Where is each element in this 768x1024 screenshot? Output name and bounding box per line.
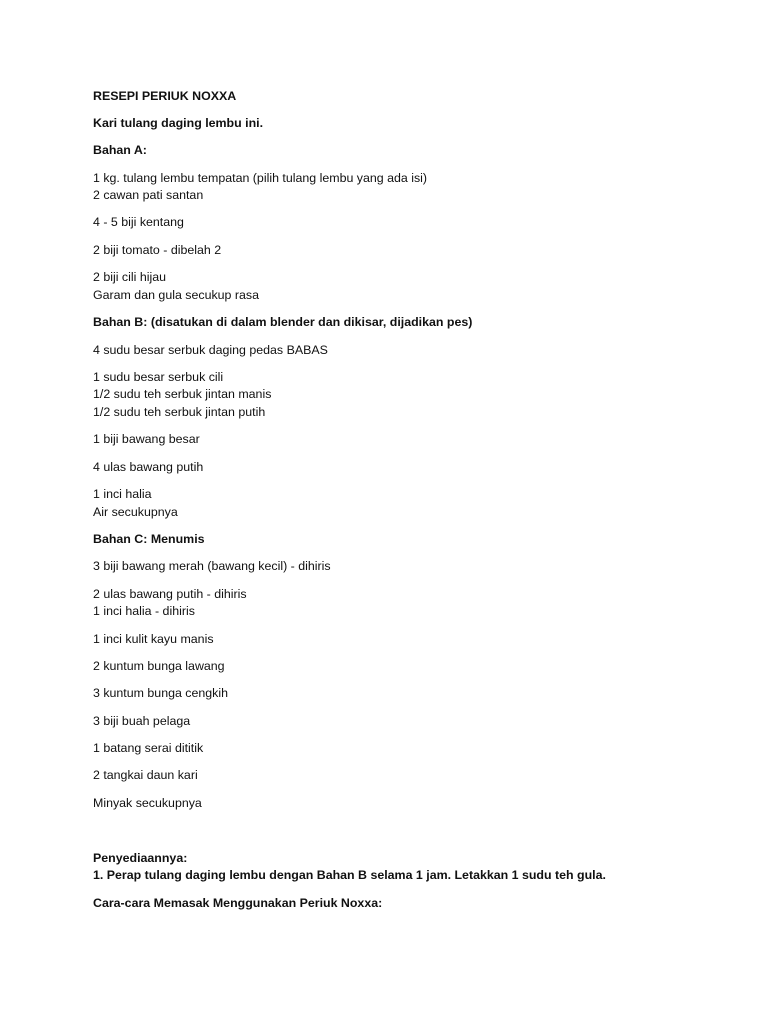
ingredient-line: 3 biji bawang merah (bawang kecil) - dihiris [93, 559, 331, 573]
ingredient-line: 1/2 sudu teh serbuk jintan putih [93, 405, 266, 419]
ingredient-line: 1 kg. tulang lembu tempatan (pilih tulang lembu yang ada isi) [93, 171, 428, 185]
recipe-title: RESEPI PERIUK NOXXA [93, 89, 237, 103]
bahan-b-heading: Bahan B: (disatukan di dalam blender dan dikisar, dijadikan pes) [93, 315, 473, 329]
bahan-a-heading: Bahan A: [93, 143, 147, 157]
bahan-c-heading: Bahan C: Menumis [93, 532, 205, 546]
ingredient-line: 1 biji bawang besar [93, 432, 200, 446]
ingredient-line: 2 cawan pati santan [93, 188, 204, 202]
ingredient-line: 2 tangkai daun kari [93, 768, 198, 782]
ingredient-line: 1 sudu besar serbuk cili [93, 370, 224, 384]
ingredient-line: 3 biji buah pelaga [93, 714, 191, 728]
ingredient-line: 2 ulas bawang putih - dihiris [93, 587, 247, 601]
ingredient-line: 1 inci halia [93, 487, 152, 501]
ingredient-line: 2 kuntum bunga lawang [93, 659, 225, 673]
penyediaan-heading: Penyediaannya: [93, 851, 188, 865]
recipe-subtitle: Kari tulang daging lembu ini. [93, 116, 264, 130]
ingredient-line: 1/2 sudu teh serbuk jintan manis [93, 387, 272, 401]
ingredient-line: 4 - 5 biji kentang [93, 215, 184, 229]
ingredient-line: 3 kuntum bunga cengkih [93, 686, 229, 700]
cara-masak-heading: Cara-cara Memasak Menggunakan Periuk Noxxa: [93, 896, 383, 910]
ingredient-line: 4 ulas bawang putih [93, 460, 204, 474]
ingredient-line: 4 sudu besar serbuk daging pedas BABAS [93, 343, 328, 357]
ingredient-line: Air secukupnya [93, 505, 178, 519]
ingredient-line: 1 inci kulit kayu manis [93, 632, 214, 646]
preparation-step: 1. Perap tulang daging lembu dengan Bahan B selama 1 jam. Letakkan 1 sudu teh gula. [93, 868, 606, 882]
ingredient-line: 2 biji tomato - dibelah 2 [93, 243, 222, 257]
ingredient-line: 1 batang serai dititik [93, 741, 204, 755]
ingredient-line: 2 biji cili hijau [93, 270, 167, 284]
ingredient-line: Minyak secukupnya [93, 796, 202, 810]
ingredient-line: 1 inci halia - dihiris [93, 604, 195, 618]
ingredient-line: Garam dan gula secukup rasa [93, 288, 259, 302]
